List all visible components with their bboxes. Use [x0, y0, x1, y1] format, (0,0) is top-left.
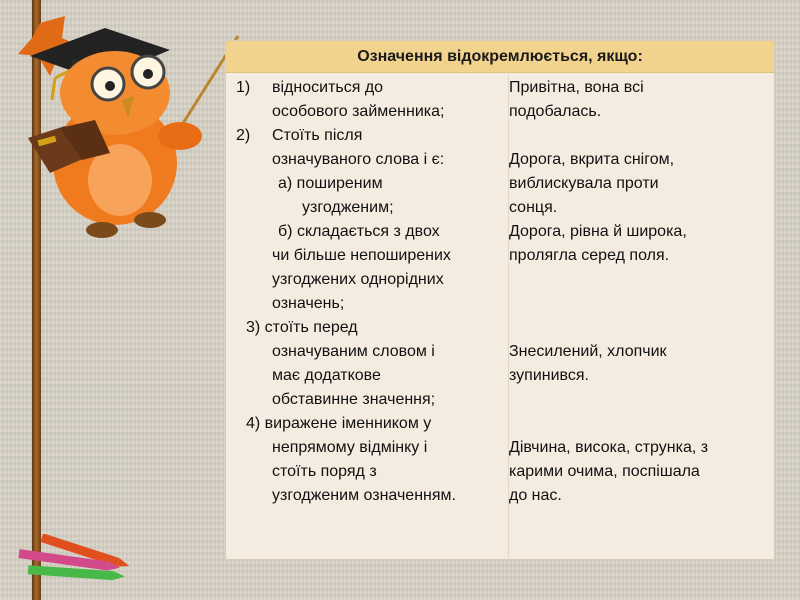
rule-3-line-3: має додаткове: [272, 367, 381, 384]
example-2-line-3: сонця.: [509, 199, 558, 216]
rule-3-line-1: 3) стоїть перед: [246, 319, 358, 336]
rule-3-line-2: означуваним словом і: [272, 343, 435, 360]
example-2-line-1: Дорога, вкрита снігом,: [509, 151, 675, 168]
rule-2b-line-2: чи більше непоширених: [272, 247, 451, 264]
rule-2-line-1: Стоїть після: [272, 127, 363, 144]
rule-4-line-3: стоїть поряд з: [272, 463, 377, 480]
example-4-line-2: зупинився.: [509, 367, 589, 384]
example-5-line-3: до нас.: [509, 487, 562, 504]
rule-4-line-1: 4) виражене іменником у: [246, 415, 432, 432]
owl-professor-illustration: [10, 8, 240, 248]
rules-table: [225, 40, 775, 560]
example-3-line-2: пролягла серед поля.: [509, 247, 670, 264]
rule-1-line-2: особового займенника;: [272, 103, 445, 120]
example-1-line-1: Привітна, вона всі: [509, 79, 644, 96]
example-5-line-1: Дівчина, висока, струнка, з: [509, 439, 709, 456]
rule-4-line-2: непрямому відмінку і: [272, 439, 428, 456]
example-3-line-1: Дорога, рівна й широка,: [509, 223, 687, 240]
crayons-illustration: [8, 534, 138, 594]
rule-2a-line-2: узгодженим;: [302, 199, 394, 216]
rule-4-line-4: узгодженим означенням.: [272, 487, 456, 504]
example-1-line-2: подобалась.: [509, 103, 602, 120]
rule-1-number: 1): [236, 79, 251, 96]
example-4-line-1: Знесилений, хлопчик: [509, 343, 667, 360]
rule-2-line-2: означуваного слова і є:: [272, 151, 445, 168]
example-2-line-2: виблискувала проти: [509, 175, 659, 192]
rule-2b-line-4: означень;: [272, 295, 345, 312]
table-header: Означення відокремлюється, якщо:: [226, 41, 774, 73]
rule-1-line-1: відноситься до: [272, 79, 384, 96]
rule-2a-line-1: а) поширеним: [278, 175, 383, 192]
example-5-line-2: карими очима, поспішала: [509, 463, 700, 480]
rule-2-number: 2): [236, 127, 251, 144]
rule-2b-line-1: б) складається з двох: [278, 223, 440, 240]
rule-2b-line-3: узгоджених однорідних: [272, 271, 444, 288]
rule-3-line-4: обставинне значення;: [272, 391, 436, 408]
